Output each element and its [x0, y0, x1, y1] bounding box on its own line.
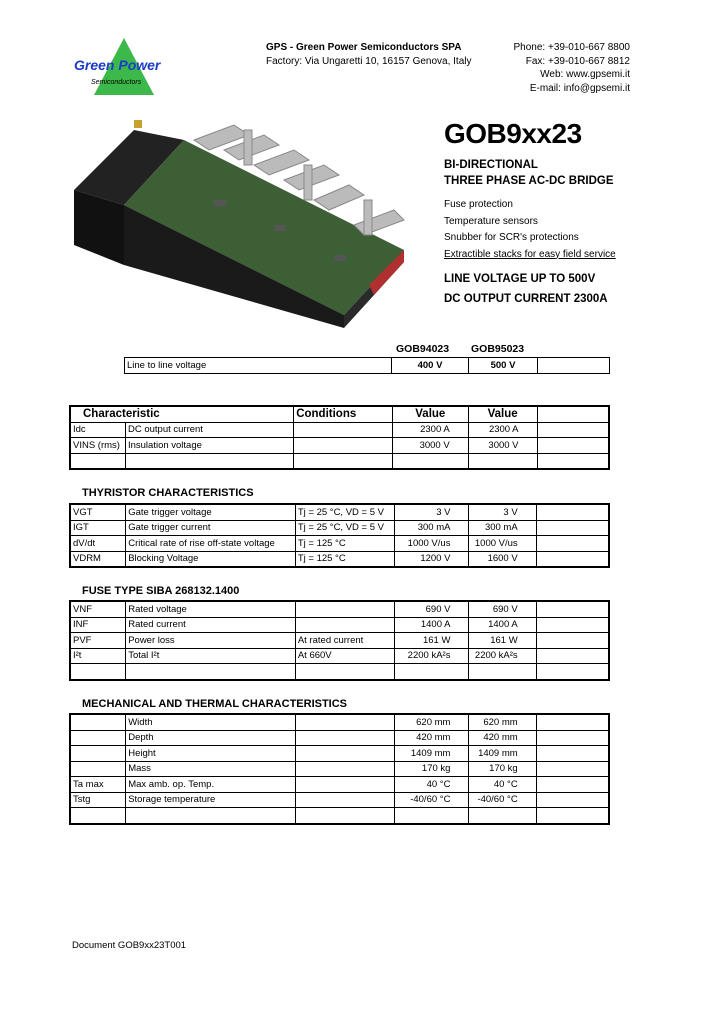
- conditions-cell: [295, 617, 394, 633]
- value-cell: 1000 V/us: [395, 536, 469, 552]
- empty-cell: [536, 761, 609, 777]
- conditions-cell: Tj = 25 °C, VD = 5 V: [295, 520, 394, 536]
- value-cell: 420 mm: [469, 730, 536, 746]
- value-cell: 1200 V: [395, 551, 469, 567]
- company-logo: [68, 38, 188, 98]
- empty-cell: [536, 617, 609, 633]
- table-row: [70, 453, 609, 469]
- table-header-row: [70, 406, 609, 422]
- conditions-cell: [295, 792, 394, 808]
- empty-cell: [536, 792, 609, 808]
- value-cell: -40/60 °C: [395, 792, 469, 808]
- feature-item: Extractible stacks for easy field service: [444, 248, 616, 260]
- conditions-cell: Tj = 125 °C: [295, 551, 394, 567]
- symbol-cell: [70, 746, 126, 762]
- conditions-cell: [295, 601, 394, 617]
- empty-cell: [536, 777, 609, 793]
- company-block: [266, 41, 472, 68]
- empty-cell: [537, 422, 609, 438]
- value-cell: 3 V: [469, 504, 536, 520]
- section-title-thyristor: THYRISTOR CHARACTERISTICS: [82, 487, 254, 499]
- table-row: [70, 617, 609, 633]
- symbol-cell: PVF: [70, 633, 126, 649]
- description-cell: Gate trigger voltage: [126, 504, 296, 520]
- description-cell: Gate trigger current: [126, 520, 296, 536]
- table-row: [70, 633, 609, 649]
- value-cell: -40/60 °C: [469, 792, 536, 808]
- company-name: GPS - Green Power Semiconductors SPA: [266, 42, 462, 53]
- description-cell: Total I²t: [126, 648, 296, 664]
- empty-cell: [537, 406, 609, 422]
- header-value-1: Value: [392, 406, 468, 422]
- value-cell: 620 mm: [395, 714, 469, 730]
- product-image: [74, 100, 414, 330]
- description-cell: Storage temperature: [126, 792, 296, 808]
- empty-cell: [536, 551, 609, 567]
- fuse-table: [69, 600, 610, 681]
- table-row: [70, 808, 609, 824]
- value-cell: 690 V: [469, 601, 536, 617]
- value-cell: 1409 mm: [469, 746, 536, 762]
- value-cell: 3000 V: [468, 438, 537, 454]
- company-address: Factory: Via Ungaretti 10, 16157 Genova, Italy: [266, 55, 472, 67]
- product-subtitle-2: THREE PHASE AC-DC BRIDGE: [444, 175, 614, 187]
- table-row: [70, 422, 609, 438]
- line-voltage-label: Line to line voltage: [125, 358, 392, 374]
- table-row: [70, 551, 609, 567]
- empty-cell: [538, 358, 610, 374]
- value-cell: 2300 A: [468, 422, 537, 438]
- conditions-cell: [294, 422, 393, 438]
- symbol-cell: [70, 761, 126, 777]
- empty-cell: [536, 746, 609, 762]
- value-cell: 40 °C: [395, 777, 469, 793]
- conditions-cell: At rated current: [295, 633, 394, 649]
- value-cell: 170 kg: [395, 761, 469, 777]
- description-cell: Critical rate of rise off-state voltage: [126, 536, 296, 552]
- description-cell: DC output current: [125, 422, 293, 438]
- thyristor-table: [69, 503, 610, 568]
- value-cell: 3000 V: [392, 438, 468, 454]
- description-cell: Width: [126, 714, 296, 730]
- line-voltage-value-2: 500 V: [469, 358, 538, 374]
- line-voltage-table: [124, 357, 610, 374]
- symbol-cell: VNF: [70, 601, 126, 617]
- empty-cell: [536, 536, 609, 552]
- description-cell: Power loss: [126, 633, 296, 649]
- symbol-cell: Idc: [70, 422, 125, 438]
- header-value-2: Value: [468, 406, 537, 422]
- table-row: [70, 730, 609, 746]
- contact-email: E-mail: info@gpsemi.it: [529, 82, 630, 94]
- symbol-cell: Ta max: [70, 777, 126, 793]
- description-cell: Rated voltage: [126, 601, 296, 617]
- conditions-cell: [294, 438, 393, 454]
- line-voltage-value-1: 400 V: [392, 358, 469, 374]
- empty-cell: [536, 714, 609, 730]
- header-characteristic: Characteristic: [70, 406, 294, 422]
- table-row: [70, 761, 609, 777]
- description-cell: Max amb. op. Temp.: [126, 777, 296, 793]
- value-cell: 170 kg: [469, 761, 536, 777]
- empty-cell: [536, 648, 609, 664]
- contact-phone: Phone: +39-010-667 8800: [513, 42, 630, 53]
- value-cell: 2200 kA²s: [469, 648, 536, 664]
- value-cell: 690 V: [395, 601, 469, 617]
- empty-cell: [536, 520, 609, 536]
- symbol-cell: VINS (rms): [70, 438, 125, 454]
- characteristics-table: [69, 405, 610, 470]
- feature-list: [444, 197, 616, 263]
- header-conditions: Conditions: [294, 406, 393, 422]
- description-cell: Rated current: [126, 617, 296, 633]
- value-cell: 1000 V/us: [469, 536, 536, 552]
- symbol-cell: dV/dt: [70, 536, 126, 552]
- description-cell: Mass: [126, 761, 296, 777]
- value-cell: 1400 A: [469, 617, 536, 633]
- value-cell: 1400 A: [395, 617, 469, 633]
- table-row: [70, 504, 609, 520]
- feature-item: Fuse protection: [444, 199, 513, 210]
- logo-text-sub: Semiconductors: [91, 79, 142, 86]
- conditions-cell: [295, 777, 394, 793]
- description-cell: Height: [126, 746, 296, 762]
- model-header-1: GOB94023: [396, 343, 450, 355]
- section-title-fuse: FUSE TYPE SIBA 268132.1400: [82, 585, 240, 597]
- table-row: [70, 664, 609, 680]
- symbol-cell: I²t: [70, 648, 126, 664]
- description-cell: Insulation voltage: [125, 438, 293, 454]
- conditions-cell: [295, 761, 394, 777]
- table-row: [70, 601, 609, 617]
- table-row: [70, 536, 609, 552]
- rating-dc-current: DC OUTPUT CURRENT 2300A: [444, 293, 608, 305]
- value-cell: 161 W: [469, 633, 536, 649]
- table-row: [70, 438, 609, 454]
- symbol-cell: Tstg: [70, 792, 126, 808]
- value-cell: 2200 kA²s: [395, 648, 469, 664]
- feature-item: Snubber for SCR's protections: [444, 232, 579, 243]
- description-cell: Blocking Voltage: [126, 551, 296, 567]
- value-cell: 161 W: [395, 633, 469, 649]
- product-header: [444, 116, 616, 309]
- conditions-cell: At 660V: [295, 648, 394, 664]
- mechanical-table: [69, 713, 610, 825]
- value-cell: 300 mA: [395, 520, 469, 536]
- empty-cell: [536, 601, 609, 617]
- product-subtitle-1: BI-DIRECTIONAL: [444, 159, 538, 171]
- value-cell: 620 mm: [469, 714, 536, 730]
- conditions-cell: Tj = 25 °C, VD = 5 V: [295, 504, 394, 520]
- contact-fax: Fax: +39-010-667 8812: [525, 55, 630, 67]
- symbol-cell: VDRM: [70, 551, 126, 567]
- empty-cell: [537, 438, 609, 454]
- value-cell: 300 mA: [469, 520, 536, 536]
- value-cell: 1600 V: [469, 551, 536, 567]
- conditions-cell: [295, 730, 394, 746]
- value-cell: 420 mm: [395, 730, 469, 746]
- empty-cell: [536, 504, 609, 520]
- description-cell: Depth: [126, 730, 296, 746]
- logo-text-main: Green Power: [74, 57, 161, 73]
- symbol-cell: VGT: [70, 504, 126, 520]
- conditions-cell: Tj = 125 °C: [295, 536, 394, 552]
- document-id: Document GOB9xx23T001: [72, 940, 187, 951]
- conditions-cell: [295, 714, 394, 730]
- feature-item: Temperature sensors: [444, 215, 538, 227]
- conditions-cell: [295, 746, 394, 762]
- empty-cell: [536, 730, 609, 746]
- table-row: [70, 746, 609, 762]
- contact-web: Web: www.gpsemi.it: [540, 69, 630, 80]
- rating-line-voltage: LINE VOLTAGE UP TO 500V: [444, 273, 596, 285]
- value-cell: 3 V: [395, 504, 469, 520]
- product-title: GOB9xx23: [444, 118, 582, 149]
- symbol-cell: [70, 730, 126, 746]
- symbol-cell: INF: [70, 617, 126, 633]
- value-cell: 40 °C: [469, 777, 536, 793]
- table-row: [70, 714, 609, 730]
- value-cell: 1409 mm: [395, 746, 469, 762]
- section-title-mechanical: MECHANICAL AND THERMAL CHARACTERISTICS: [82, 698, 348, 710]
- model-header-2: GOB95023: [471, 343, 525, 355]
- value-cell: 2300 A: [392, 422, 468, 438]
- table-row: [70, 520, 609, 536]
- table-row: [70, 792, 609, 808]
- table-row: [125, 358, 610, 374]
- empty-cell: [536, 633, 609, 649]
- symbol-cell: IGT: [70, 520, 126, 536]
- contact-block: [480, 41, 630, 95]
- table-row: [70, 648, 609, 664]
- symbol-cell: [70, 714, 126, 730]
- table-row: [70, 777, 609, 793]
